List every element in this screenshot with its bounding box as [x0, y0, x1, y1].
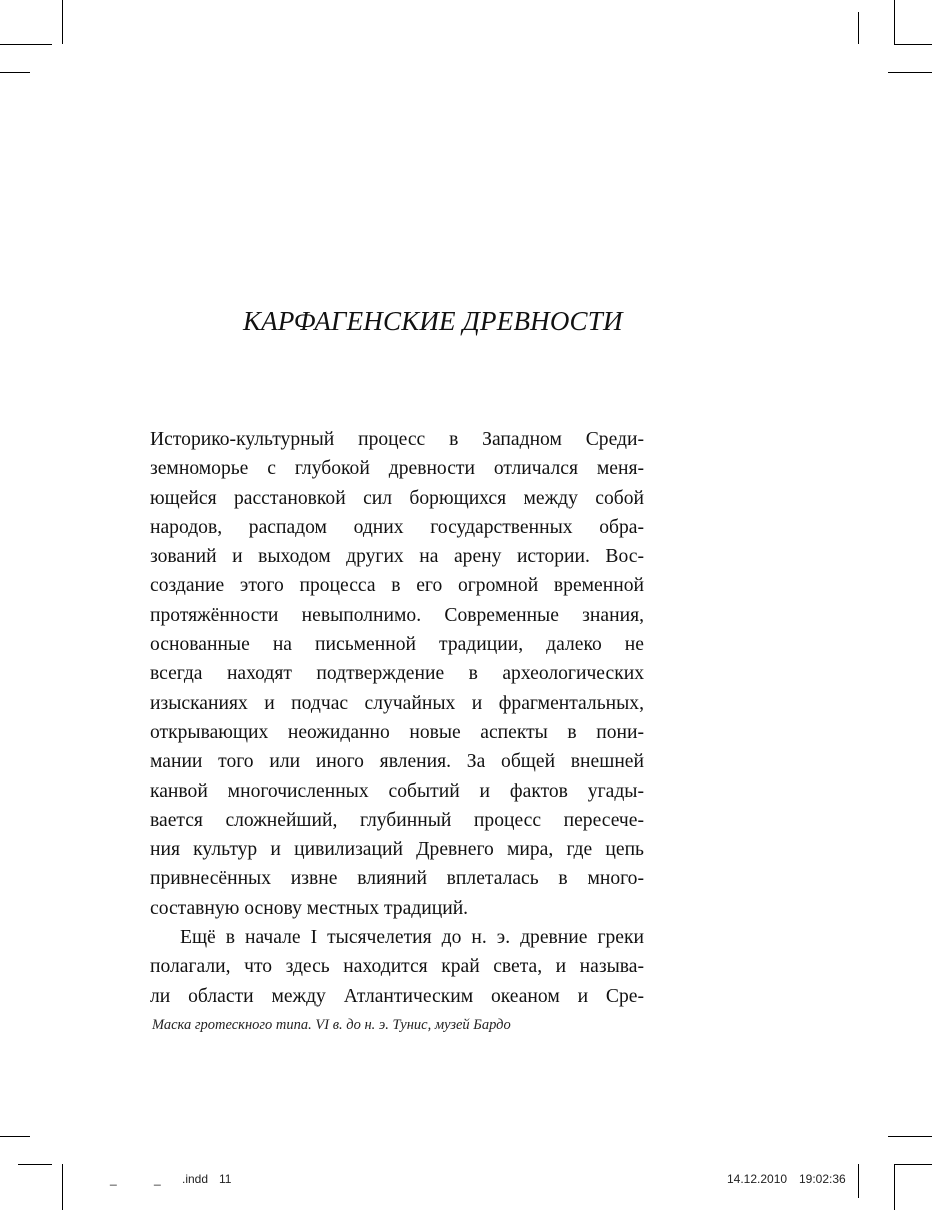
body-text [150, 425, 644, 1011]
bleed-mark-bottom-left-horizontal [0, 1136, 30, 1137]
crop-mark-bottom-right-vertical-outer [858, 1164, 859, 1198]
body-line: ющейся расстановкой сил борющихся между собой [150, 487, 644, 509]
crop-mark-bottom-left-vertical [62, 1164, 63, 1210]
body-line: мании того или иного явления. За общей внешней [150, 751, 644, 773]
crop-mark-top-left-vertical [62, 0, 63, 44]
slug-time: 19:02:36 [799, 1172, 846, 1186]
body-line: основанные на письменной традиции, далеко не [150, 634, 644, 656]
bleed-mark-top-left-horizontal [0, 72, 30, 73]
slug-page-number: 11 [219, 1172, 232, 1186]
body-line: открывающих неожиданно новые аспекты в пони- [150, 721, 644, 743]
crop-mark-top-right-horizontal [894, 44, 932, 45]
body-line-paragraph-start: Ещё в начале I тысячелетия до н. э. древние греки [180, 927, 644, 949]
chapter-title: КАРФАГЕНСКИЕ ДРЕВНОСТИ [243, 306, 623, 336]
body-line: всегда находят подтверждение в археологических [150, 663, 644, 685]
body-line-paragraph-end: составную основу местных традиций. [150, 897, 469, 919]
body-line: создание этого процесса в его огромной временной [150, 575, 644, 597]
crop-mark-bottom-left-horizontal [18, 1164, 52, 1165]
crop-mark-top-right-vertical-outer [858, 12, 859, 44]
body-line: ния культур и цивилизаций Древнего мира, где цепь [150, 839, 644, 861]
crop-mark-bottom-right-vertical-inner [894, 1164, 895, 1210]
slug-dash-2: _ [154, 1172, 161, 1186]
body-line: зований и выходом других на арену истории. Вос- [150, 546, 644, 568]
figure-caption: Маска гротескного типа. VI в. до н. э. Тунис, музей Бардо [152, 1017, 511, 1033]
body-line: протяжённости невыполнимо. Современные знания, [150, 604, 644, 626]
slug-filename: .indd [182, 1172, 209, 1186]
slug-dash-1: _ [110, 1172, 117, 1186]
body-line: изысканиях и подчас случайных и фрагментальных, [150, 692, 644, 714]
body-line: Историко-культурный процесс в Западном Среди- [150, 429, 644, 450]
bleed-mark-bottom-right-horizontal [888, 1136, 932, 1137]
body-line: привнесённых извне влияний вплеталась в много- [150, 868, 644, 890]
crop-mark-top-left-horizontal [0, 44, 52, 45]
body-line: канвой многочисленных событий и фактов угады- [150, 780, 644, 802]
body-line: вается сложнейший, глубинный процесс пересече- [150, 809, 644, 831]
slug-date: 14.12.2010 [727, 1172, 788, 1186]
body-line: народов, распадом одних государственных обра- [150, 516, 644, 538]
crop-mark-top-right-vertical-inner [894, 0, 895, 44]
crop-mark-bottom-right-horizontal [894, 1164, 932, 1165]
body-line: полагали, что здесь находится край света, и называ- [150, 956, 644, 978]
bleed-mark-top-right-horizontal [888, 72, 932, 73]
body-line: земноморье с глубокой древности отличался меня- [150, 458, 644, 480]
body-line: ли области между Атлантическим океаном и Сре- [150, 985, 644, 1007]
